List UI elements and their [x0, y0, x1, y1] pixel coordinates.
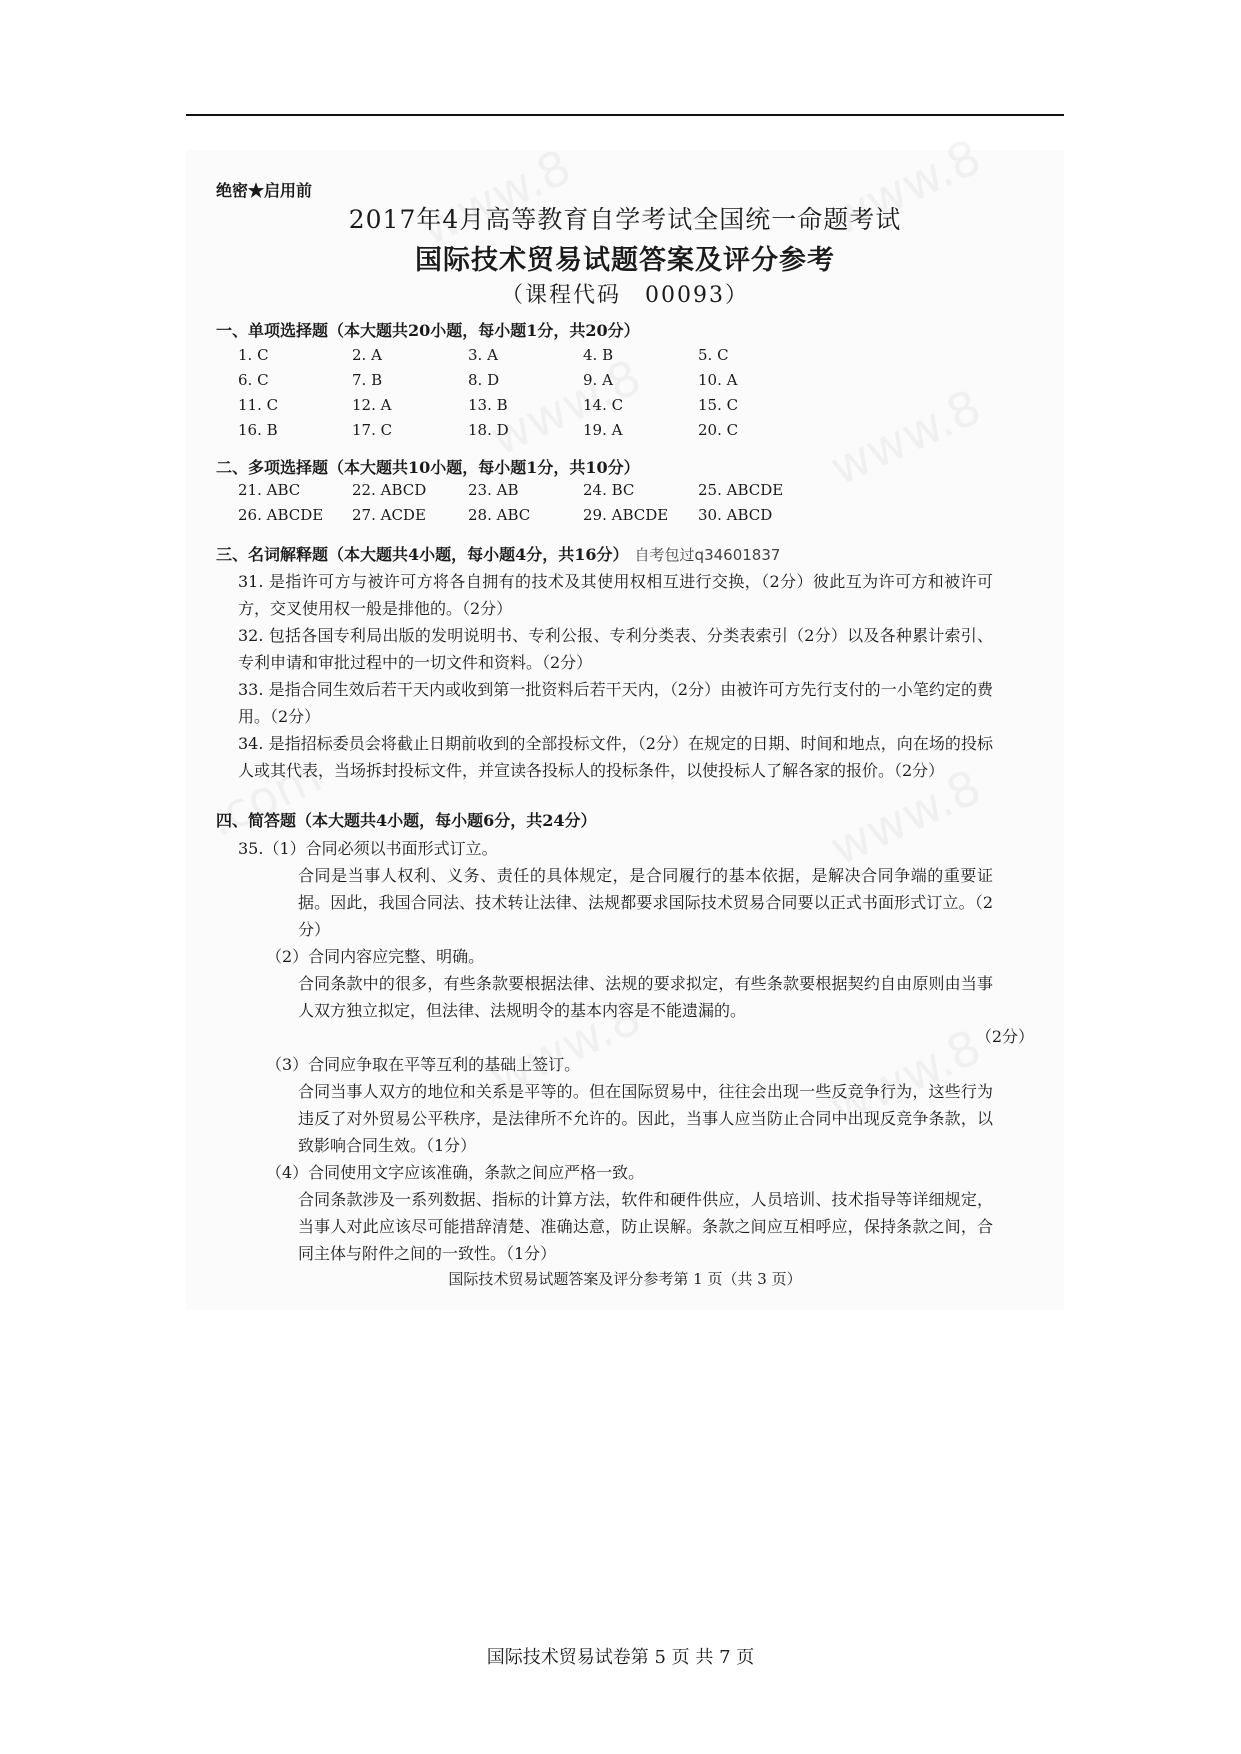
answer-item: 18. D [468, 421, 509, 439]
watermark-decoration [822, 379, 990, 497]
section2-heading: 二、多项选择题（本大题共10小题，每小题1分，共10分） [216, 458, 640, 477]
answer-33: 33. 是指合同生效后若干天内或收到第一批资料后若干天内，（2分）由被许可方先行支付的一小笔约定的费用。（2分） [238, 680, 993, 726]
answer-item: 26. ABCDE [238, 506, 324, 524]
answer-35-point1-title: 35.（1）合同必须以书面形式订立。 [238, 839, 498, 858]
exam-title: 2017年4月高等教育自学考试全国统一命题考试 [348, 205, 902, 234]
answer-item: 17. C [352, 421, 393, 439]
answer-item: 15. C [698, 396, 739, 414]
inline-watermark: 自考包过q34601837 [634, 546, 781, 564]
answer-item: 1. C [238, 346, 269, 364]
answer-item: 6. C [238, 371, 269, 389]
course-code: （课程代码 00093） [501, 283, 749, 308]
answer-item: 20. C [698, 421, 739, 439]
answer-item: 5. C [698, 346, 729, 364]
answer-item: 16. B [238, 421, 278, 439]
answer-31: 31. 是指许可方与被许可方将各自拥有的技术及其使用权相互进行交换，（2分）彼此互为许可方和被许可方，交叉使用权一般是排他的。（2分） [238, 572, 993, 618]
answer-item: 11. C [238, 396, 279, 414]
answer-item: 21. ABC [238, 481, 301, 499]
answer-35-point4-title: （4）合同使用文字应该准确，条款之间应严格一致。 [266, 1163, 645, 1182]
secret-label: 绝密★启用前 [216, 181, 313, 200]
section3-heading [216, 542, 780, 565]
answer-item: 28. ABC [468, 506, 531, 524]
answer-35-point2-body: 合同条款中的很多，有些条款要根据法律、法规的要求拟定，有些条款要根据契约自由原则由当事人双方独立拟定，但法律、法规明令的基本内容是不能遗漏的。 [298, 974, 993, 1020]
answer-item: 24. BC [583, 481, 635, 499]
top-rule [186, 114, 1064, 116]
answer-item: 14. C [583, 396, 624, 414]
answer-item: 22. ABCD [352, 481, 427, 499]
answer-item: 29. ABCDE [583, 506, 669, 524]
answer-item: 13. B [468, 396, 508, 414]
answer-item: 30. ABCD [698, 506, 773, 524]
answer-item: 7. B [352, 371, 383, 389]
answer-item: 27. ACDE [352, 506, 426, 524]
answer-item: 3. A [468, 346, 498, 364]
answer-item: 9. A [583, 371, 613, 389]
section4-heading: 四、简答题（本大题共4小题，每小题6分，共24分） [216, 811, 597, 830]
section3-heading-text: 三、名词解释题（本大题共4小题，每小题4分，共16分） [216, 545, 629, 564]
answer-item: 23. AB [468, 481, 519, 499]
answer-35-point2-score: （2分） [975, 1027, 1034, 1046]
answer-item: 10. A [698, 371, 738, 389]
subject-title: 国际技术贸易试题答案及评分参考 [415, 245, 835, 276]
answer-35-point2-title: （2）合同内容应完整、明确。 [266, 947, 485, 966]
answer-item: 8. D [468, 371, 500, 389]
answer-item: 25. ABCDE [698, 481, 784, 499]
scanned-answer-sheet [186, 150, 1064, 1310]
answer-item: 4. B [583, 346, 614, 364]
answer-35-point1-body: 合同是当事人权利、义务、责任的具体规定，是合同履行的基本依据，是解决合同争端的重要证据。因此，我国合同法、技术转让法律、法规都要求国际技术贸易合同要以正式书面形式订立。（2分） [298, 866, 993, 939]
answer-34: 34. 是指招标委员会将截止日期前收到的全部投标文件，（2分）在规定的日期、时间和地点，向在场的投标人或其代表，当场拆封投标文件，并宣读各投标人的投标条件，以使投标人了解各家的报价。（2分） [238, 734, 993, 780]
section1-heading: 一、单项选择题（本大题共20小题，每小题1分，共20分） [216, 321, 640, 340]
answer-item: 19. A [583, 421, 623, 439]
answer-35-point3-title: （3）合同应争取在平等互利的基础上签订。 [266, 1055, 581, 1074]
answer-35-point3-body: 合同当事人双方的地位和关系是平等的。但在国际贸易中，往往会出现一些反竞争行为，这些行为违反了对外贸易公平秩序，是法律所不允许的。因此，当事人应当防止合同中出现反竞争条款，以致影响合同生效。（1分） [298, 1082, 993, 1155]
page-footer: 国际技术贸易试卷第 5 页 共 7 页 [486, 1647, 755, 1668]
answer-35-point4-body: 合同条款涉及一系列数据、指标的计算方法，软件和硬件供应，人员培训、技术指导等详细规定，当事人对此应该尽可能措辞清楚、准确达意，防止误解。条款之间应互相呼应，保持条款之间，合同主体与附件之间的一致性。（1分） [298, 1190, 993, 1263]
answer-32: 32. 包括各国专利局出版的发明说明书、专利公报、专利分类表、分类表索引（2分）以及各种累计索引、专利申请和审批过程中的一切文件和资料。（2分） [238, 626, 993, 672]
answer-item: 12. A [352, 396, 392, 414]
scan-page-footer: 国际技术贸易试题答案及评分参考第 1 页（共 3 页） [448, 1270, 802, 1288]
answer-item: 2. A [352, 346, 382, 364]
